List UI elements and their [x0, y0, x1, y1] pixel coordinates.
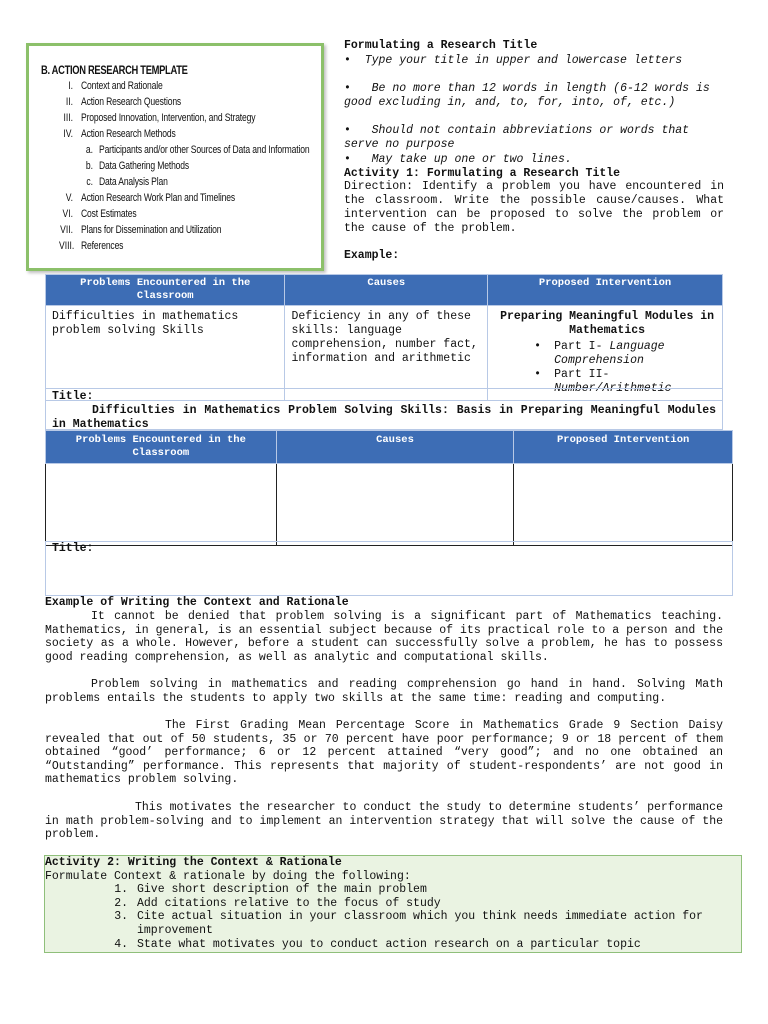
activity1-direction: Direction: Identify a problem you have encountered in the classroom. Write the possible cause/causes. What intervention can be proposed to solve the problem or the cause of the problem.	[344, 180, 724, 235]
template-subitem: Data Gathering Methods	[99, 160, 190, 172]
formulating-heading: Formulating a Research Title	[344, 39, 538, 52]
activity2-box	[44, 855, 742, 953]
example-causes-cell: Deficiency in any of these skills: language comprehension, number fact, information and arithmetic	[285, 306, 488, 401]
title-rule: • May take up one or two lines.	[344, 153, 572, 166]
template-subitem: Participants and/or other Sources of Data and Information	[99, 144, 310, 156]
example-intervention-cell	[488, 306, 723, 401]
context-paragraph: The First Grading Mean Percentage Score in Mathematics Grade 9 Section Daisy revealed that out of 50 students, 35 or 70 percent have poor performance; 9 or 18 percent of them obtained “good’ performance; 6 or 12 percent attained “very good”; and no one obtained an “Outstanding” performance. This represents that majority of student-respondents’ are not good in mathematics problem solving.	[45, 719, 723, 787]
template-item: Action Research Questions	[81, 96, 182, 108]
example-title-text: Difficulties in Mathematics Problem Solving Skills: Basis in Preparing Meaningful Modules in Mathematics	[52, 404, 716, 431]
template-title: B. ACTION RESEARCH TEMPLATE	[41, 63, 188, 77]
blank-intervention-cell[interactable]	[514, 464, 733, 546]
column-header: Causes	[285, 275, 488, 306]
activity2-step: 4. State what motivates you to conduct action research on a particular topic	[135, 938, 741, 952]
title-rule: • Be no more than 12 words in length (6-12 words is good excluding in, and, to, for, into, of, etc.)	[344, 82, 710, 109]
activity2-heading: Activity 2: Writing the Context & Rationale	[45, 856, 342, 869]
template-item-num: II.	[65, 96, 74, 108]
template-subitem-num: b.	[85, 160, 94, 172]
template-item: Action Research Work Plan and Timelines	[81, 192, 236, 204]
template-item: Action Research Methods	[81, 128, 176, 140]
context-paragraph: Problem solving in mathematics and reading comprehension go hand in hand. Solving Math problems entails the students to apply two skills at the same time: reading and computing.	[45, 678, 723, 705]
template-item-num: III.	[63, 112, 74, 124]
example-label: Example:	[344, 249, 400, 262]
template-subitem-num: c.	[86, 176, 94, 188]
template-item-num: V.	[65, 192, 74, 204]
context-paragraph: It cannot be denied that problem solving is a significant part of Mathematics teaching. Mathematics, in general, is an essential subject because of its practical role to a person and the society as a whole. However, before a student can successfully solve a problem, he has to possess good reading comprehension, as well as analytic and computational skills.	[45, 610, 723, 664]
example-problem-cell: Difficulties in mathematics problem solving Skills	[46, 306, 285, 401]
context-paragraph: This motivates the researcher to conduct the study to determine students’ performance in math problem-solving and to implement an intervention strategy that will solve the cause of the problem.	[45, 801, 723, 842]
template-item: Plans for Dissemination and Utilization	[81, 224, 222, 236]
context-example-heading: Example of Writing the Context and Rationale	[45, 596, 349, 609]
column-header: Problems Encountered in the Classroom	[46, 275, 285, 306]
intervention-part: • Part I- Language Comprehension	[554, 340, 720, 368]
template-item: Context and Rationale	[81, 80, 163, 92]
activity2-intro: Formulate Context & rationale by doing the following:	[45, 869, 411, 883]
example-table	[45, 274, 723, 401]
activity2-step: 3. Cite actual situation in your classroom which you think needs immediate action for improvement	[135, 910, 741, 937]
action-research-template-image	[26, 43, 324, 271]
template-item: Proposed Innovation, Intervention, and Strategy	[81, 112, 256, 124]
blank-problem-cell[interactable]	[46, 464, 277, 546]
example-title-cell	[45, 388, 723, 430]
activity1-heading: Activity 1: Formulating a Research Title	[344, 167, 621, 180]
blank-causes-cell[interactable]	[276, 464, 514, 546]
activity2-steps	[45, 883, 741, 951]
template-item-num: I.	[68, 80, 74, 92]
title-rule: • Should not contain abbreviations or words that serve no purpose	[344, 124, 690, 151]
blank-table	[45, 430, 733, 546]
activity2-step: 1. Give short description of the main problem	[135, 883, 741, 897]
template-item-num: VI.	[62, 208, 74, 220]
title-label: Title:	[52, 390, 94, 403]
column-header: Proposed Intervention	[488, 275, 723, 306]
template-item: Cost Estimates	[81, 208, 137, 220]
column-header: Causes	[276, 431, 514, 464]
intervention-title: Preparing Meaningful Modules in Mathematics	[500, 310, 715, 337]
intervention-part: • Part II- Number/Arithmetic	[554, 368, 720, 396]
template-subitem-num: a.	[85, 144, 94, 156]
template-item-num: VII.	[60, 224, 74, 236]
title-label: Title:	[52, 542, 94, 555]
activity2-step: 2. Add citations relative to the focus of study	[135, 897, 741, 911]
template-item-num: VIII.	[59, 240, 75, 252]
title-rule: • Type your title in upper and lowercase letters	[344, 54, 683, 67]
column-header: Problems Encountered in the Classroom	[46, 431, 277, 464]
template-subitem: Data Analysis Plan	[99, 176, 168, 188]
template-item: References	[81, 240, 124, 252]
blank-title-cell[interactable]	[45, 541, 733, 596]
column-header: Proposed Intervention	[514, 431, 733, 464]
template-item-num: IV.	[63, 128, 74, 140]
